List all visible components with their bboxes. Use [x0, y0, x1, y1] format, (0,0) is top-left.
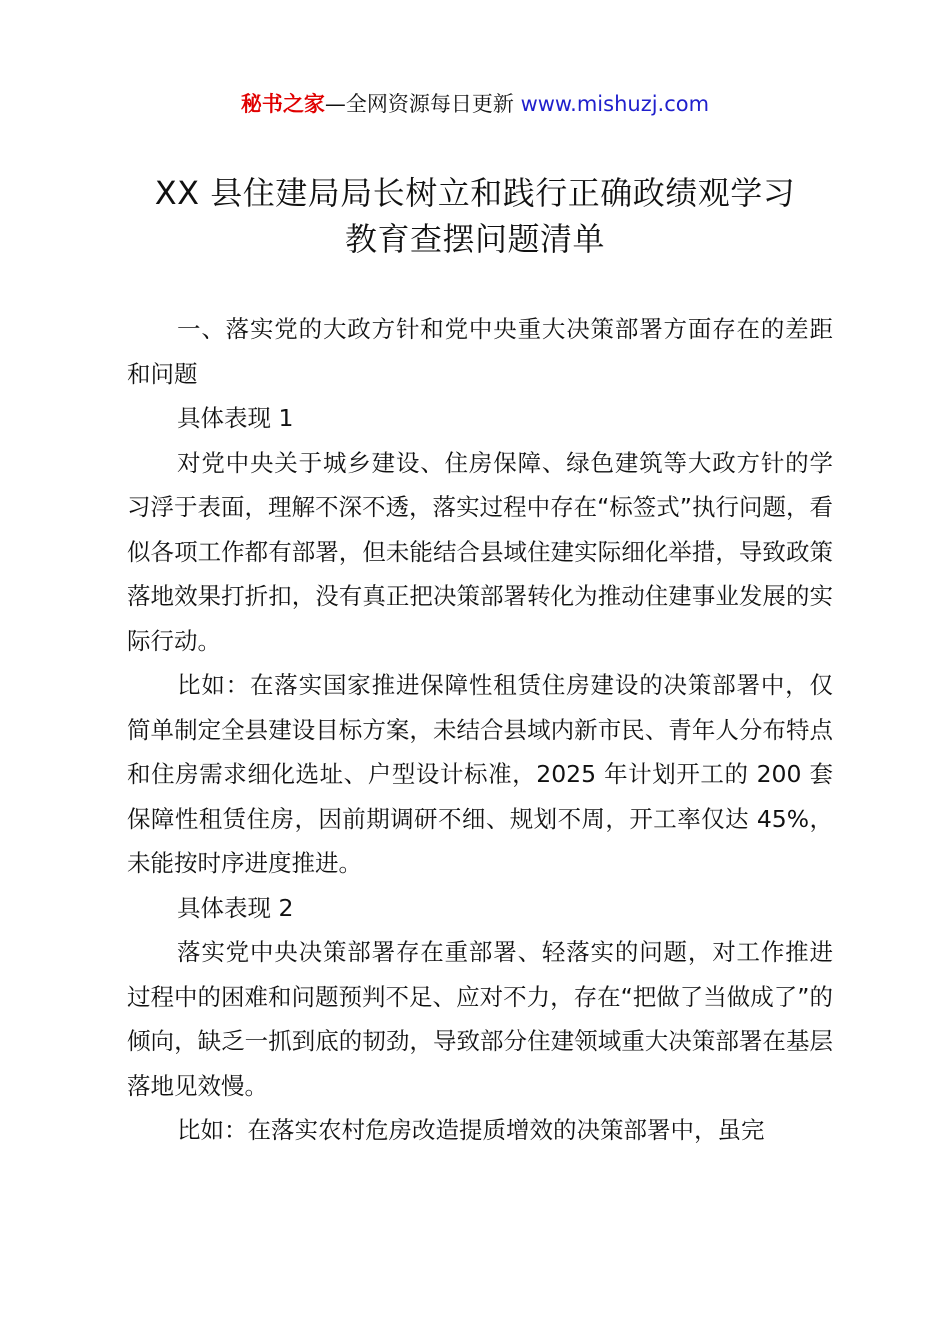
- site-brand: 秘书之家: [240, 92, 325, 116]
- subheading-performance-1: 具体表现 1: [177, 404, 294, 432]
- document-body: [127, 307, 833, 1153]
- paragraph-example-1: 比如：在落实国家推进保障性租赁住房建设的决策部署中，仅简单制定全县建设目标方案，未结合县域内新市民、青年人分布特点和住房需求细化选址、户型设计标准，2025 年计划开工的 200 套保障性租赁住房，因前期调研不细、规划不周，开工率仅达 45%，未能按时序进度推进。: [127, 671, 833, 877]
- site-header: [0, 88, 950, 120]
- site-tagline: —全网资源每日更新: [324, 92, 514, 116]
- title-line-1: XX 县住建局局长树立和践行正确政绩观学习: [154, 174, 796, 212]
- document-title: [100, 170, 850, 262]
- section-heading-1: 一、落实党的大政方针和党中央重大决策部署方面存在的差距和问题: [127, 315, 833, 388]
- site-url-link[interactable]: www.mishuzj.com: [520, 92, 710, 116]
- subheading-performance-2: 具体表现 2: [177, 893, 294, 922]
- paragraph-performance-1: 对党中央关于城乡建设、住房保障、绿色建筑等大政方针的学习浮于表面，理解不深不透，落实过程中存在“标签式”执行问题，看似各项工作都有部署，但未能结合县域住建实际细化举措，导致政策落地效果打折扣，没有真正把决策部署转化为推动住建事业发展的实际行动。: [127, 448, 833, 655]
- title-line-2: 教育查摆问题清单: [344, 220, 605, 258]
- paragraph-example-2: 比如：在落实农村危房改造提质增效的决策部署中，虽完: [177, 1116, 765, 1144]
- paragraph-performance-2: 落实党中央决策部署存在重部署、轻落实的问题，对工作推进过程中的困难和问题预判不足、应对不力，存在“把做了当做成了”的倾向，缺乏一抓到底的韧劲，导致部分住建领域重大决策部署在基层落地见效慢。: [127, 938, 833, 1100]
